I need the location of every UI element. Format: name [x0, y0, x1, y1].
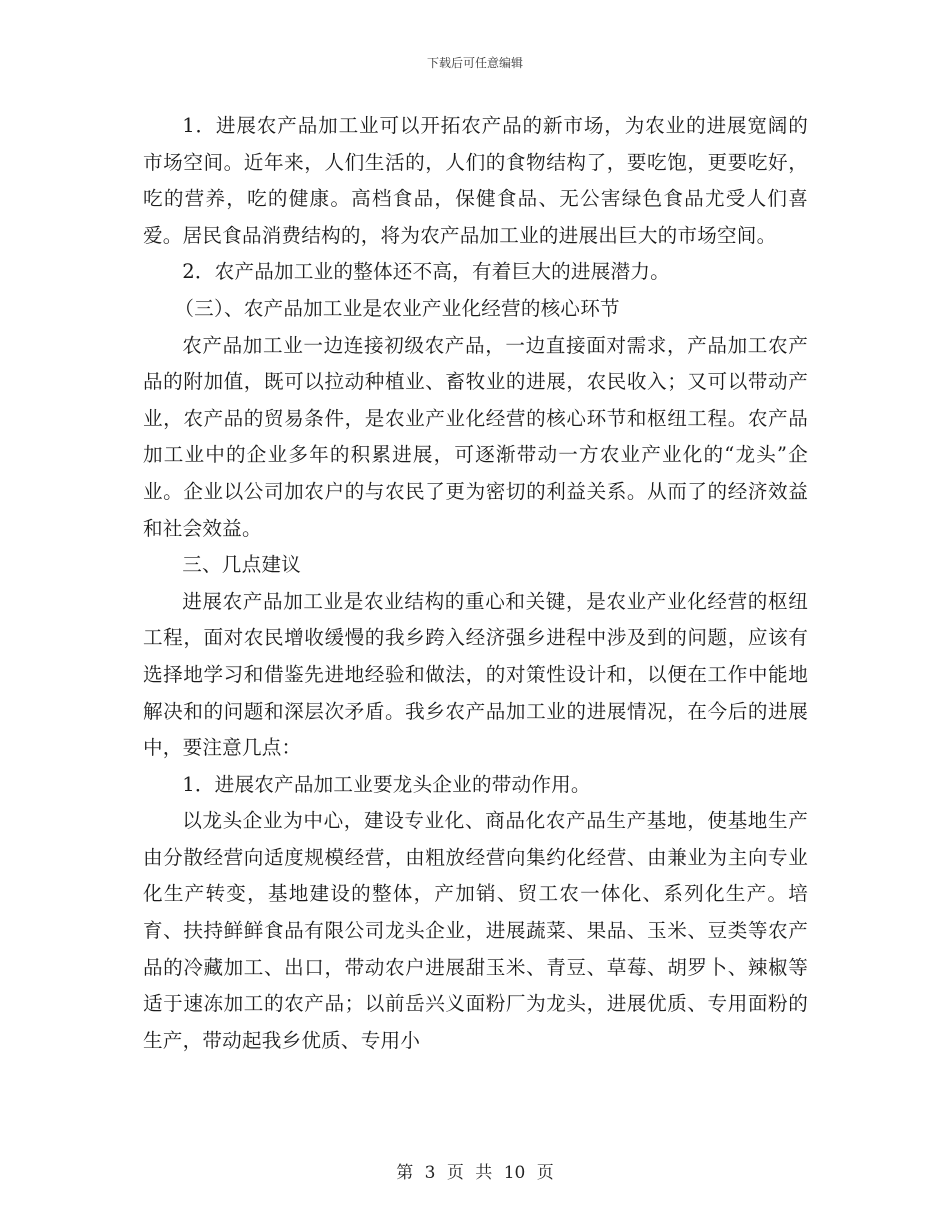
paragraph-core-link: 农产品加工业一边连接初级农产品，一边直接面对需求，产品加工农产品的附加值，既可以拉动种植业、畜牧业的进展，农民收入；又可以带动产业，农产品的贸易条件，是农业产业化经营的核心环节和枢纽工程。农产品加工业中的企业多年的积累进展，可逐渐带动一方农业产业化的“龙头”企业。企业以公司加农户的与农民了更为密切的利益关系。从而了的经济效益和社会效益。 [143, 333, 808, 540]
paragraph-potential: 2．农产品加工业的整体还不高，有着巨大的进展潜力。 [182, 260, 670, 284]
page-header: 下载后可任意编辑 [426, 56, 523, 70]
paragraph-base-construction: 以龙头企业为中心，建设专业化、商品化农产品生产基地，使基地生产由分散经营向适度规模经营，由粗放经营向集约化经营、由兼业为主向专业化生产转变，基地建设的整体，产加销、贸工农一体化、系列化生产。培育、扶持鲜鲜食品有限公司龙头企业，进展蔬菜、果品、玉米、豆类等农产品的冷藏加工、出口，带动农户进展甜玉米、青豆、草莓、胡罗卜、辣椒等适于速冻加工的农产品；以前岳兴义面粉厂为龙头，进展优质、专用面粉的生产，带动起我乡优质、专用小 [143, 809, 808, 1052]
paragraph-market: 1．进展农产品加工业可以开拓农产品的新市场，为农业的进展宽阔的市场空间。近年来，人们生活的，人们的食物结构了，要吃饱，更要吃好，吃的营养，吃的健康。高档食品，保健食品、无公害绿色食品尤受人们喜爱。居民食品消费结构的，将为农产品加工业的进展出巨大的市场空间。 [143, 114, 808, 247]
page-number-footer: 第 3 页 共 10 页 [396, 1163, 554, 1183]
paragraph-leading-enterprise: 1．进展农产品加工业要龙头企业的带动作用。 [182, 772, 591, 796]
section-heading-core-link: （三）、农产品加工业是农业产业化经营的核心环节 [174, 296, 620, 320]
paragraph-suggestions-intro: 进展农产品加工业是农业结构的重心和关键，是农业产业化经营的枢纽工程，面对农民增收缓慢的我乡跨入经济强乡进程中涉及到的问题，应该有选择地学习和借鉴先进地经验和做法，的对策性设计和，以便在工作中能地解决和的问题和深层次矛盾。我乡农产品加工业的进展情况，在今后的进展中，要注意几点： [143, 589, 808, 760]
document-body [143, 108, 808, 1059]
section-heading-suggestions: 三、几点建议 [182, 553, 301, 577]
